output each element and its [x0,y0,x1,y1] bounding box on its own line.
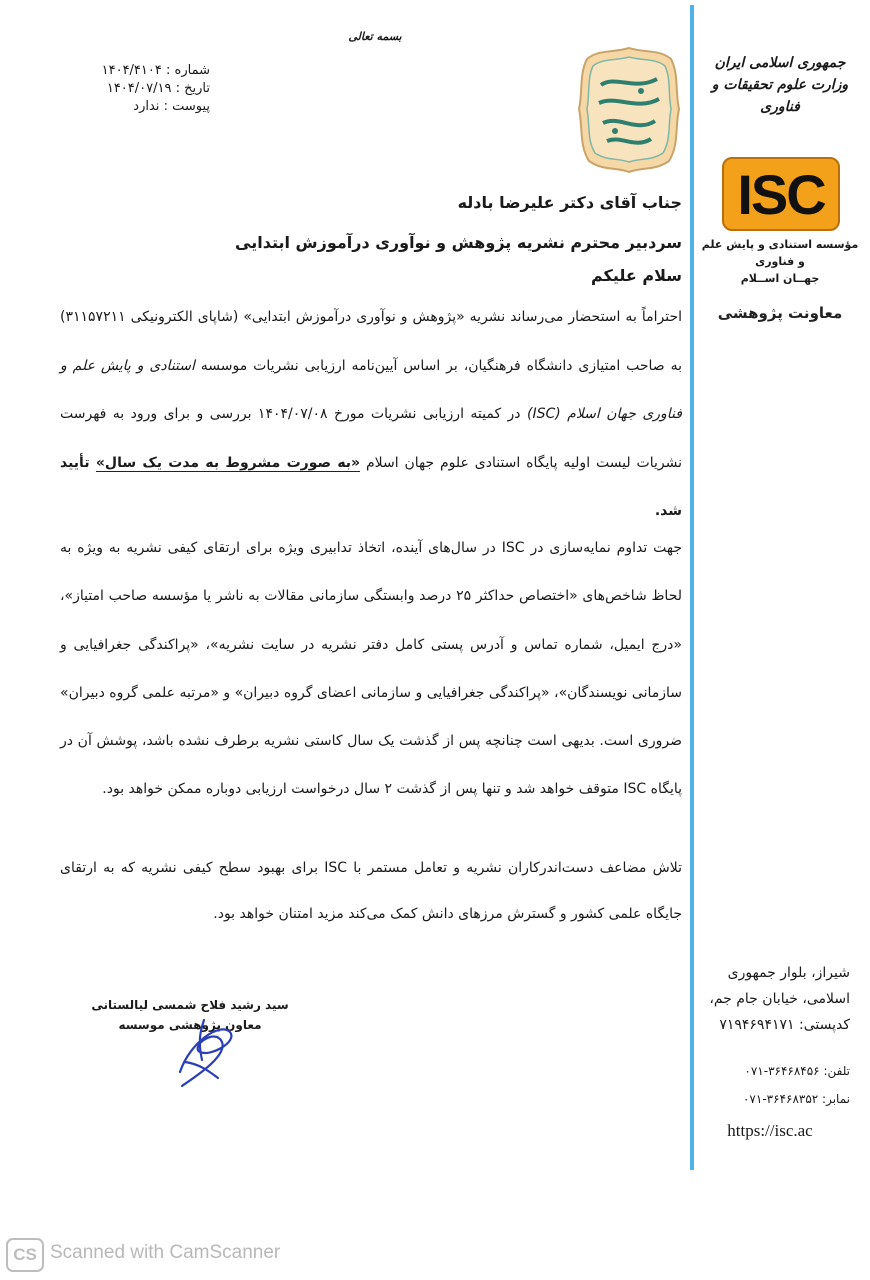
paragraph-1-italic: استنادی و پایش علم و فناوری جهان اسلام (ISC) [60,357,682,422]
paragraph-1-part-b: در کمیته ارزیابی نشریات مورخ ۱۴۰۴/۰۷/۰۸ بررسی و برای ورود به فهرست نشریات لیست اولیه پایگاه استنادی علوم جهان اسلام [60,406,682,471]
gov-line-1: جمهوری اسلامی ایران [714,55,846,71]
handwritten-signature-icon [160,1002,250,1092]
paragraph-1-part-c: تأیید شد. [60,454,682,519]
letter-number [70,62,210,80]
paragraph-2: جهت تداوم نمایه‌سازی در ISC در سال‌های آینده، اتخاذ تدابیری ویژه برای ارتقای کیفی نشریه به ویژه به لحاظ شاخص‌های «اختصاص حداکثر ۲۵ درصد وابستگی سازمانی مقالات به ناشر یا مؤسسه صاحب امتیاز»، «درج ایمیل، شماره تماس و آدرس پستی کامل دفتر نشریه در سایت نشریه»، «پراکندگی جغرافیایی و سازمانی نویسندگان»، «پراکندگی جغرافیایی و سازمانی اعضای گروه دبیران» و «مرتبه علمی گروه دبیران» ضروری است. بدیهی است چنانچه پس از گذشت یک سال کاستی نشریه برطرف نشده باشد، پوشش آن در پایگاه ISC متوقف خواهد شد و تنها پس از گذشت ۲ سال درخواست ارزیابی دوباره ممکن خواهد بود. [60,540,682,798]
addressee-title: سردبیر محترم نشریه پژوهش و نوآوری درآموزش ابتدایی [235,233,682,252]
number-label: شماره : [166,63,210,78]
phone-number: تلفن: ۳۶۴۶۸۴۵۶-۰۷۱ [744,1064,850,1078]
isc-logo [722,157,840,231]
government-header [700,52,860,118]
attachment-value: ندارد [133,99,160,114]
paragraph-3: تلاش مضاعف دست‌اندرکاران نشریه و تعامل مستمر با ISC برای بهبود سطح کیفی نشریه که به ارتقای جایگاه علمی کشور و گسترش مرزهای دانش کمک می‌کند مزید امتنان خواهد بود. [60,860,682,922]
postal-code: کدپستی: ۷۱۹۴۶۹۴۱۷۱ [719,1017,850,1033]
address-block [700,960,850,1038]
date-value: ۱۴۰۴/۰۷/۱۹ [106,81,172,96]
attachment-label: پیوست : [163,99,210,114]
signatory-title: معاون پژوهشی موسسه [118,1018,262,1032]
year-emblem-icon [575,45,683,175]
bismillah: بسمه تعالی [348,30,402,43]
institute-line-2: جهــان اســلام [740,272,820,285]
paragraph-1-part-a: احتراماً به استحضار می‌رساند نشریه «پژوهش و نوآوری درآموزش ابتدایی» (شاپای الکترونیکی ۳۱۱۵۷۲۱۱) به صاحب امتیازی دانشگاه فرهنگیان، بر اساس آیین‌نامه ارزیابی نشریات موسسه [60,309,682,374]
fax-number: نمابر: ۳۶۴۶۸۳۵۲-۰۷۱ [742,1092,850,1106]
address-line-2: اسلامی، خیابان جام جم، [709,991,850,1007]
address-line-1: شیراز، بلوار جمهوری [727,965,850,981]
letter-attachment [70,98,210,116]
camscanner-text: Scanned with CamScanner [50,1242,281,1263]
isc-logo-text: ISC [737,163,825,226]
number-value: ۱۴۰۴/۴۱۰۴ [101,63,162,78]
institute-name [700,236,860,287]
contact-block [700,1057,850,1113]
date-label: تاریخ : [175,81,210,96]
paragraph-1-highlight: «به صورت مشروط به مدت یک سال» [95,454,361,471]
deputy-title: معاونت پژوهشی [717,304,843,322]
camscanner-watermark [6,1238,326,1272]
greeting: سلام علیکم [590,266,682,285]
signatory-name: سید رشید فلاح شمسی لیالستانی [91,998,289,1012]
gov-line-2: وزارت علوم تحقیقات و فناوری [711,77,849,115]
addressee [230,183,682,263]
paragraph-1 [60,293,682,536]
institute-line-1: مؤسسه استنادی و پایش علم و فناوری [701,238,859,268]
website-link[interactable]: https://isc.ac [727,1121,813,1140]
addressee-name: جناب آقای دکتر علیرضا بادله [457,193,682,212]
letter-date [70,80,210,98]
letter-meta [70,62,210,116]
camscanner-logo-icon: CS [6,1238,44,1272]
sidebar-divider [690,5,694,1170]
